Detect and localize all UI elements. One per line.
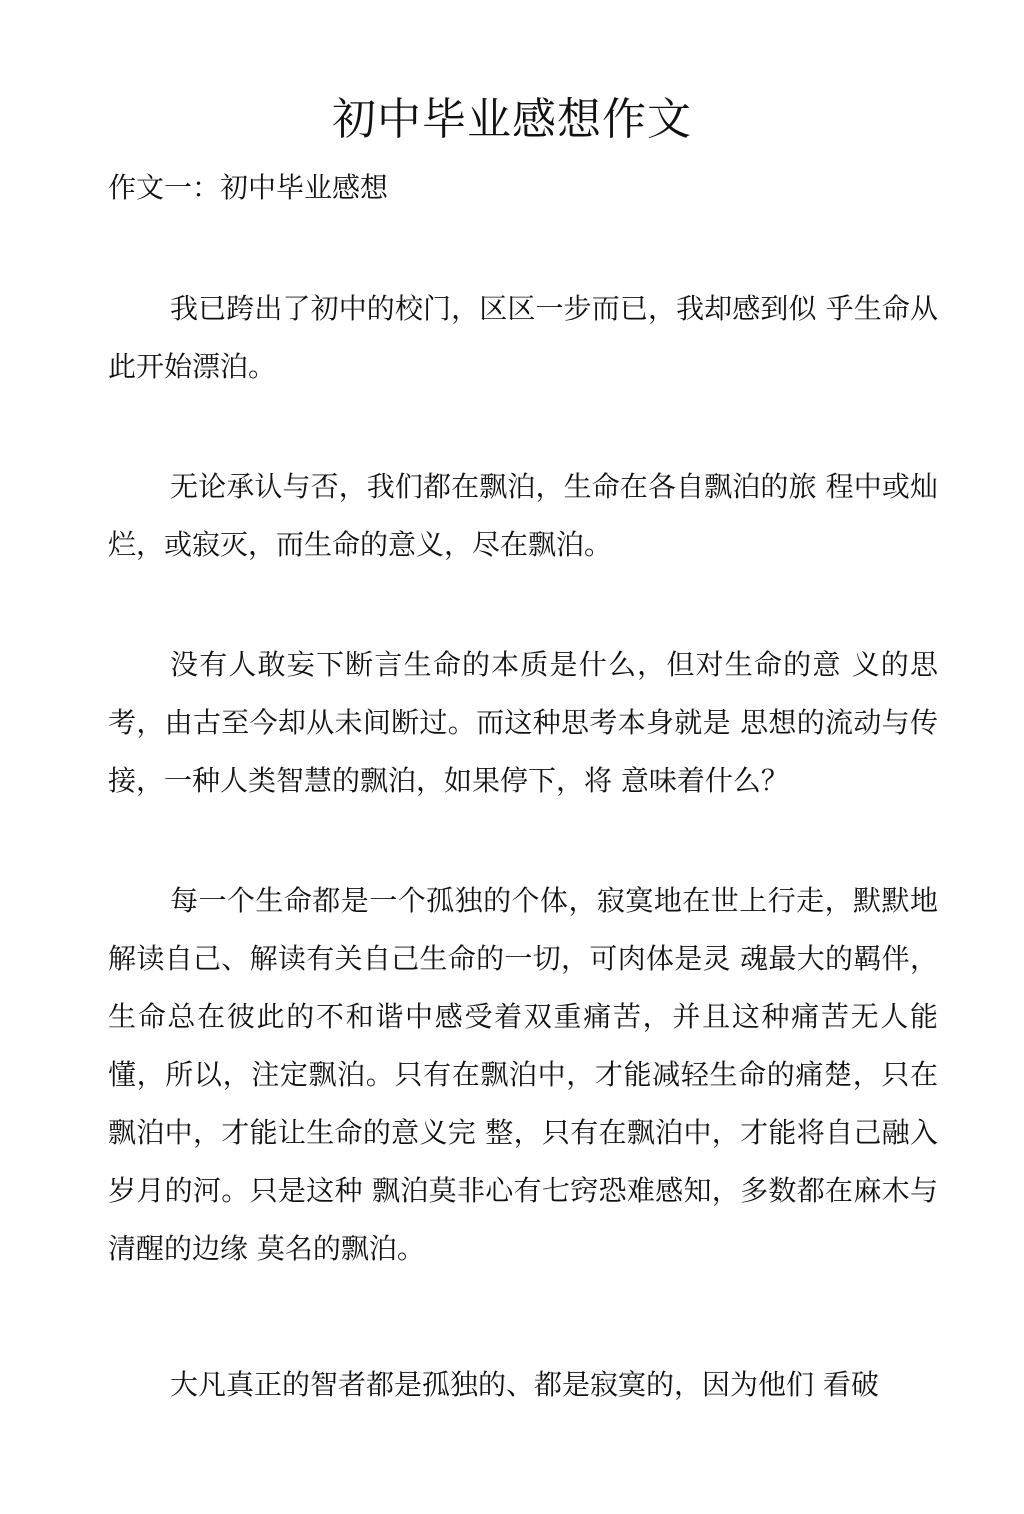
paragraph-4: 每一个生命都是一个孤独的个体，寂寞地在世上行走，默默地解读自己、解读有关自己生命的一切，可肉体是灵 魂最大的羁伴，生命总在彼此的不和谐中感受着双重痛苦，并且这种痛苦无人能懂，所以，注定飘泊。只有在飘泊中，才能减轻生命的痛楚，只在飘泊中，才能让生命的意义完 整，只有在飘泊中，才能将自己融入岁月的河。只是这种 飘泊莫非心有七窍恐难感知，多数都在麻木与清醒的边缘 莫名的飘泊。 (108, 884, 938, 1265)
document-title: 初中毕业感想作文 (332, 94, 692, 145)
paragraph-3: 没有人敢妄下断言生命的本质是什么，但对生命的意 义的思考，由古至今却从未间断过。而这种思考本身就是 思想的流动与传接，一种人类智慧的飘泊，如果停下，将 意味着什么？ (108, 648, 938, 797)
paragraph-5: 大凡真正的智者都是孤独的、都是寂寞的，因为他们 看破 (170, 1368, 879, 1401)
paragraph-1: 我已跨出了初中的校门，区区一步而已，我却感到似 乎生命从此开始漂泊。 (108, 292, 938, 383)
essay-subtitle: 作文一：初中毕业感想 (108, 171, 389, 204)
paragraph-2: 无论承认与否，我们都在飘泊，生命在各自飘泊的旅 程中或灿烂，或寂灭，而生命的意义，尽在飘泊。 (108, 470, 938, 561)
